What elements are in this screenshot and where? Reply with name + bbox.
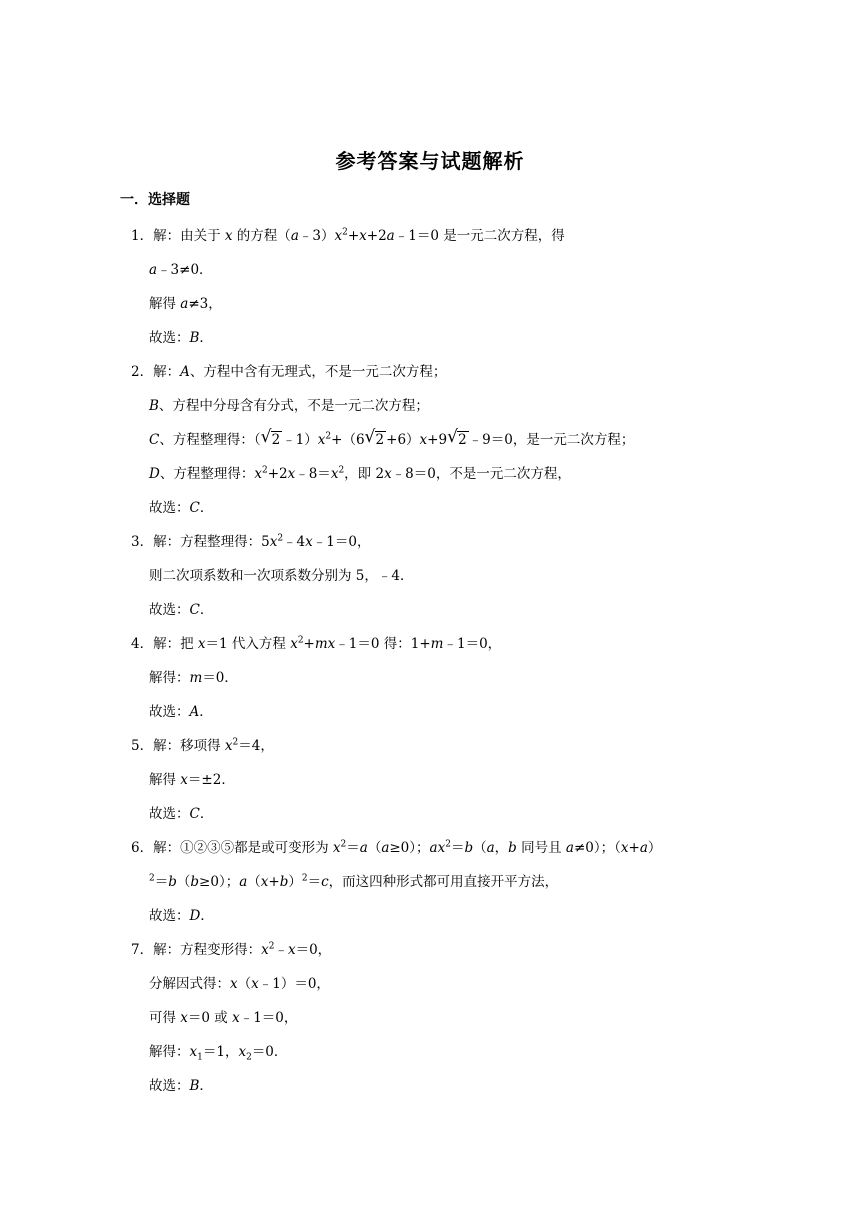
text: 故选：	[149, 1078, 190, 1094]
q2-line2	[149, 396, 429, 416]
var: a	[180, 296, 189, 312]
text: （	[367, 840, 382, 856]
subscript: 1	[197, 1052, 203, 1063]
var: a	[381, 840, 390, 856]
var: x	[384, 466, 392, 482]
q2-number: 2．	[131, 364, 154, 380]
var: x	[261, 942, 269, 958]
sqrt-symbol: √ 2	[447, 427, 467, 448]
text: ，即 2	[344, 466, 385, 482]
text: ≠3，	[188, 296, 222, 312]
exponent: 2	[325, 431, 332, 442]
text: ．	[199, 1078, 213, 1094]
text: ﹣1＝0，	[239, 1010, 298, 1026]
text: ）	[288, 874, 302, 890]
text: +2	[366, 228, 387, 244]
text: ．	[199, 330, 213, 346]
text: ）	[647, 840, 662, 856]
text: 解得	[149, 296, 181, 312]
option-letter: B	[149, 398, 159, 414]
exponent: 2	[342, 227, 348, 238]
text: ﹣1＝0，	[312, 534, 371, 550]
var: b	[279, 874, 289, 890]
text: （	[237, 976, 252, 992]
sqrt-symbol: √ 2	[260, 427, 281, 448]
text: +2	[267, 466, 288, 482]
var: a	[486, 840, 495, 856]
exponent: 2	[297, 635, 304, 646]
q1-number: 1．	[131, 228, 154, 244]
var: b	[168, 874, 177, 890]
var: x	[332, 840, 341, 856]
text: 解：移项得	[153, 738, 225, 754]
answer-letter: C	[189, 500, 200, 516]
text: +	[303, 636, 315, 652]
text: （	[176, 874, 191, 890]
text: ＝0．	[202, 670, 238, 686]
text: ＝4，	[238, 738, 274, 754]
exponent: 2	[268, 941, 275, 952]
text: 故选：	[149, 500, 190, 516]
var: x	[419, 432, 428, 448]
text: 解：把	[153, 636, 198, 652]
q4-number: 4．	[131, 636, 154, 652]
text: ＝	[307, 874, 322, 890]
subscript: 2	[246, 1052, 252, 1063]
q1-line2	[149, 260, 213, 280]
var: a	[639, 840, 648, 856]
exponent: 2	[232, 737, 239, 748]
text: ﹣1＝0，	[443, 636, 502, 652]
text: 、方程整理得：	[159, 466, 255, 482]
var: x	[269, 534, 278, 550]
var: x	[232, 1010, 240, 1026]
text: ﹣1）	[282, 432, 318, 448]
text: 故选：	[149, 602, 190, 618]
q5-answer	[149, 804, 213, 824]
text: （	[473, 840, 487, 856]
text: ≥0）；	[199, 874, 240, 890]
q4-answer	[149, 702, 213, 722]
text: +	[628, 840, 640, 856]
var: x	[230, 976, 238, 992]
var: x	[251, 976, 259, 992]
var: a	[239, 874, 248, 890]
q2-line3	[149, 427, 635, 450]
text: 、方程整理得：（	[159, 432, 261, 448]
text: 分解因式得：	[149, 976, 230, 992]
q4-line1	[131, 634, 501, 654]
q1-answer	[149, 328, 213, 348]
text: +（6	[331, 432, 365, 448]
text: ﹣9＝0，是一元二次方程；	[468, 432, 635, 448]
var: x	[189, 1044, 198, 1060]
text: 解：①②③⑤都是或可变形为	[153, 840, 333, 856]
text: 同号且	[516, 840, 566, 856]
text: ≥0）；	[389, 840, 430, 856]
var: x	[305, 534, 313, 550]
radicand: 2	[458, 432, 467, 448]
q6-line1	[131, 838, 661, 858]
text: 则二次项系数和一次项系数分别为 5，﹣4．	[149, 568, 414, 584]
q5-line2	[149, 770, 235, 790]
section-heading: 一．选择题	[120, 192, 190, 208]
q2-line4	[149, 464, 571, 484]
q2-line1	[131, 362, 446, 382]
answer-letter: C	[189, 806, 200, 822]
var: a	[565, 840, 574, 856]
var: a	[386, 228, 395, 244]
var: x	[180, 772, 188, 788]
var: b	[464, 840, 474, 856]
exponent: 2	[338, 465, 345, 476]
text: 解得：	[149, 670, 190, 686]
text: ﹣4	[283, 534, 306, 550]
text: ＝±2．	[187, 772, 235, 788]
text: 故选：	[149, 806, 190, 822]
answer-letter: A	[189, 704, 200, 720]
text: +9	[427, 432, 448, 448]
text: ．	[199, 806, 214, 822]
exponent: 2	[149, 873, 155, 884]
var: x	[620, 840, 629, 856]
text: ．	[199, 704, 213, 720]
q6-answer	[149, 906, 214, 926]
var: x	[287, 466, 296, 482]
q1-line1	[131, 226, 565, 246]
var: x	[254, 466, 262, 482]
answer-letter: B	[189, 1078, 200, 1094]
var: x	[180, 1010, 188, 1026]
q7-line3	[149, 1008, 297, 1028]
var: c	[321, 874, 329, 890]
text: ，而这四种形式都可用直接开平方法，	[328, 874, 559, 890]
text: 故选：	[149, 330, 190, 346]
q6-line2	[149, 872, 558, 892]
text: 、方程中含有无理式，不是一元二次方程；	[189, 364, 447, 380]
exponent: 2	[277, 533, 284, 544]
text: 可得	[149, 1010, 181, 1026]
var: x	[287, 942, 296, 958]
var: a	[429, 840, 438, 856]
text: 的方程（	[232, 228, 291, 244]
text: ＝	[154, 874, 169, 890]
text: 解：由关于	[153, 228, 225, 244]
var: a	[359, 840, 368, 856]
exponent: 2	[445, 839, 451, 850]
page-title: 参考答案与试题解析	[335, 149, 525, 173]
text: ＝0，	[295, 942, 332, 958]
q6-number: 6．	[131, 840, 154, 856]
var: x	[224, 738, 233, 754]
var: x	[290, 636, 298, 652]
text: +	[347, 228, 360, 244]
var: x	[437, 840, 446, 856]
text: ﹣8＝	[295, 466, 331, 482]
text: ．	[200, 908, 214, 924]
q3-answer	[149, 600, 213, 620]
var: x	[359, 228, 367, 244]
text: +6）	[386, 432, 420, 448]
q2-answer	[149, 498, 213, 518]
answer-letter: B	[189, 330, 200, 346]
text: 解得：	[149, 1044, 190, 1060]
exponent: 2	[340, 839, 347, 850]
q3-line2	[149, 566, 413, 586]
var: x	[224, 228, 233, 244]
var: m	[314, 636, 328, 652]
text: ＝	[450, 840, 465, 856]
q3-line1	[131, 532, 370, 552]
var: m	[430, 636, 444, 652]
text: ≠0）；（	[573, 840, 621, 856]
text: ﹣	[274, 942, 288, 958]
q5-line1	[131, 736, 274, 756]
text: （	[247, 874, 261, 890]
q4-line2	[149, 668, 238, 688]
q7-number: 7．	[131, 942, 154, 958]
exponent: 2	[261, 465, 268, 476]
text: ﹣1＝0 得：1+	[335, 636, 431, 652]
text: ﹣8＝0，不是一元二次方程，	[391, 466, 571, 482]
text: ﹣1）＝0，	[258, 976, 330, 992]
var: x	[260, 874, 269, 890]
answer-letter: D	[189, 908, 201, 924]
q7-answer	[149, 1076, 213, 1096]
sqrt-symbol: √ 2	[364, 427, 385, 448]
text: ＝0 或	[187, 1010, 233, 1026]
var: x	[327, 636, 336, 652]
radicand: 2	[271, 432, 281, 448]
text: ＝1 代入方程	[205, 636, 291, 652]
q1-line3	[149, 294, 222, 314]
text: ＝1，	[202, 1044, 239, 1060]
answer-letter: C	[189, 602, 200, 618]
q7-line4	[149, 1042, 287, 1062]
var: a	[149, 262, 158, 278]
option-letter: A	[180, 364, 190, 380]
var: m	[189, 670, 203, 686]
q5-number: 5．	[131, 738, 154, 754]
var: a	[290, 228, 299, 244]
var: b	[508, 840, 517, 856]
var: x	[197, 636, 206, 652]
text: 故选：	[149, 908, 190, 924]
q3-number: 3．	[131, 534, 154, 550]
text: ﹣1＝0 是一元二次方程，得	[394, 228, 565, 244]
text: ．	[199, 602, 214, 618]
text: 故选：	[149, 704, 190, 720]
var: x	[238, 1044, 247, 1060]
var: x	[334, 228, 343, 244]
q7-line1	[131, 940, 331, 960]
var: x	[317, 432, 326, 448]
text: 解：方程变形得：	[153, 942, 262, 958]
text: +	[268, 874, 280, 890]
text: ，	[494, 840, 509, 856]
var: x	[330, 466, 339, 482]
text: ﹣3）	[298, 228, 335, 244]
text: 、方程中分母含有分式，不是一元二次方程；	[158, 398, 429, 414]
text: 解：	[153, 364, 181, 380]
option-letter: D	[149, 466, 160, 482]
radicand: 2	[375, 432, 385, 448]
text: ．	[199, 500, 214, 516]
text: 解：方程整理得：5	[153, 534, 270, 550]
text: 解得	[149, 772, 181, 788]
q7-line2	[149, 974, 330, 994]
option-letter: C	[149, 432, 160, 448]
text: ＝0．	[251, 1044, 288, 1060]
text: ﹣3≠0．	[157, 262, 213, 278]
exponent: 2	[301, 873, 308, 884]
var: b	[190, 874, 200, 890]
text: ＝	[346, 840, 360, 856]
